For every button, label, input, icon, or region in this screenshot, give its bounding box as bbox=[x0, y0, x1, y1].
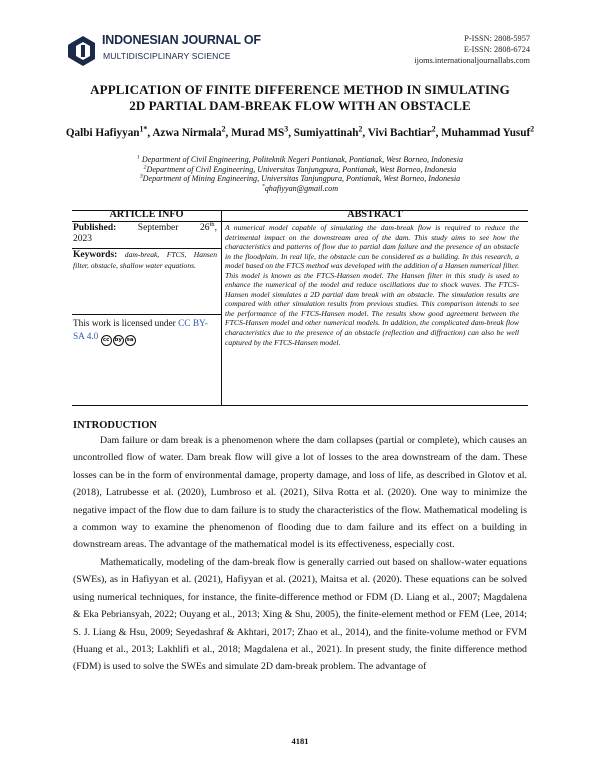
author-superscript: 2 bbox=[221, 124, 226, 134]
e-issn: E-ISSN: 2808-6724 bbox=[463, 45, 530, 54]
affiliation-text: Department of Civil Engineering, Politeknik Negeri Pontianak, Pontianak, West Borneo, Indonesia bbox=[141, 155, 463, 164]
keywords-label: Keywords: bbox=[73, 250, 118, 260]
affiliation-item bbox=[60, 155, 540, 165]
keywords-block bbox=[73, 250, 217, 270]
author-name: Sumiyattinah bbox=[293, 127, 359, 139]
email-superscript: * bbox=[261, 183, 265, 190]
article-title-line-2: 2D PARTIAL DAM-BREAK FLOW WITH AN OBSTACLE bbox=[129, 98, 471, 113]
cc-icon: cc bbox=[101, 335, 112, 346]
published-month: September bbox=[137, 223, 179, 233]
affiliation-item bbox=[60, 165, 540, 175]
affiliation-text: Department of Civil Engineering, Universitas Tanjungpura, Pontianak, West Borneo, Indonesia bbox=[146, 164, 457, 174]
author-name: Murad MS bbox=[231, 127, 285, 139]
info-divider bbox=[72, 314, 221, 315]
table-header-rule bbox=[72, 221, 528, 222]
author-name: Qalbi Hafiyyan bbox=[65, 127, 140, 139]
author-name: Muhammad Yusuf bbox=[441, 127, 531, 139]
sa-icon: sa bbox=[125, 335, 136, 346]
table-column-divider bbox=[221, 210, 222, 406]
article-title-line-1: APPLICATION OF FINITE DIFFERENCE METHOD IN SIMULATING bbox=[90, 82, 510, 97]
journal-logo-icon bbox=[68, 33, 98, 67]
author-superscript: 2 bbox=[530, 124, 535, 134]
email-text: qhafiyyan@gmail.com bbox=[264, 183, 339, 193]
author-superscript: 3 bbox=[284, 124, 289, 134]
author-superscript: 2 bbox=[358, 124, 363, 134]
introduction-paragraph-2: Mathematically, modeling of the dam-break flow is generally carried out based on shallow-water equations (SWEs), as in Hafiyyan et al. (2021), Hafiyyan et al. (2021), Maitsa et al. (2020). These equations can be solved using numerical techniques, for instance, the finite-difference method or FDM (D. Liang et al., 2007; Magdalena & Eka Pebriansyah, 2022; Ouyang et al., 2013; Xing & Shu, 2005), the finite-element method or FEM (Lee, 2014; S. J. Liang & Hsu, 2009; Seyedashraf & Akhtari, 2017; Zhao et al., 2014), and the finite-volume method or FVM (Huang et al., 2013; Lakhlifi et al., 2018; Magdalena et al., 2021). In present study, the finite difference method (FDM) is used to solve the SWEs and simulate 2D dam-break problem. The advantage of bbox=[73, 557, 527, 673]
published-year: 2023 bbox=[73, 234, 92, 244]
author-superscript: 1* bbox=[139, 124, 148, 134]
license-link[interactable]: CC BY-SA 4.0 bbox=[73, 319, 208, 342]
cc-by-sa-badge bbox=[101, 335, 136, 346]
keywords-list: dam-break, FTCS, Hansen filter, obstacle, shallow water equations. bbox=[73, 250, 217, 270]
article-title bbox=[60, 82, 540, 114]
abstract-heading: ABSTRACT bbox=[347, 209, 403, 220]
affiliation-superscript: 3 bbox=[139, 173, 143, 180]
affiliation-superscript: 2 bbox=[143, 163, 147, 170]
author-list: Qalbi Hafiyyan$^{1*}$, Azwa Nirmala$^2$, Murad $MS^3$, Sumiyattinah$^2$, Vivi Bachtiar$^2$, Muhammad Yusuf$^2$ bbox=[65, 124, 535, 139]
author-name: Vivi Bachtiar bbox=[367, 127, 432, 139]
by-icon: by bbox=[113, 335, 124, 346]
p-issn: P-ISSN: 2808-5957 bbox=[464, 34, 530, 43]
table-bottom-rule bbox=[72, 405, 528, 406]
license-block bbox=[73, 318, 217, 346]
published-day: 26 bbox=[199, 223, 210, 233]
published-label: Published: bbox=[73, 223, 117, 233]
info-divider bbox=[72, 248, 221, 249]
affiliation-list bbox=[60, 155, 540, 193]
abstract-text: A numerical model capable of simulating the dam-break flow is required to reduce the detrimental impact on the downstream area of the dam. This study aims to see how the characteristics and patterns of flow due to partial dam failure and the presence of an obstacle in the floodplain. In real life, the obstacle can be considered as a building. In this research, a model based on the FTCS method was developed with the addition of a Hansen numerical filter. This model is known as the FTCS-Hansen model. The Hansen filter in this study is used to enhance the numerical of the model and reduce oscillations due to shock waves. The FTCS-Hansen model simulates a 2D partial dam break with an obstacle. The simulation results are compared with other simulation results from previous studies. This comparison intends to see the performance of the FTCS-Hansen model. The results show good agreement between the FTCS-Hansen model and other numerical models. In addition, the complicated dam-break flow characteristics due to the presence of an obstacle (reflection and diffraction) can also be well captured by the FTCS-Hansen model. bbox=[225, 223, 519, 347]
published-day-suffix: th bbox=[209, 220, 215, 228]
published-info: Published: September 26th, 2023 bbox=[73, 220, 217, 244]
affiliation-text: Department of Mining Engineering, Universitas Tanjungpura, Pontianak, West Borneo, Indonesia bbox=[142, 174, 461, 184]
affiliation-item bbox=[60, 174, 540, 184]
article-info-heading: ARTICLE INFO bbox=[109, 209, 184, 220]
journal-website[interactable]: ijoms.internationaljournallabs.com bbox=[414, 56, 530, 65]
introduction-heading: INTRODUCTION bbox=[73, 420, 158, 431]
journal-subtitle: MULTIDISCIPLINARY SCIENCE bbox=[103, 51, 231, 61]
introduction-paragraph-1: Dam failure or dam break is a phenomenon where the dam collapses (partial or complete), which causes an uncontrolled flow of water. Dam break flow will give a lot of losses to the area downstream of the dam. These losses can be in the form of environmental damage, property damage, and loss of life, as described in Glotov et al. (2018), Latrubesse et al. (2020), Lumbroso et al. (2021), Silva Rotta et al. (2020). One way to minimize the negative impact of the flow due to dam failure is to study the characteristics of the flow. Mathematical modeling is a common way to examine the phenomenon of flooding due to dam failure and its effect on a building in downstream areas. The advantage of the mathematical model is its effectiveness, especially cost. bbox=[73, 435, 527, 551]
author-name: Azwa Nirmala bbox=[152, 127, 222, 139]
author-superscript: 2 bbox=[431, 124, 436, 134]
corresponding-email[interactable] bbox=[60, 184, 540, 194]
license-text: This work is licensed under bbox=[73, 319, 176, 329]
journal-name: INDONESIAN JOURNAL OF bbox=[102, 33, 261, 47]
page-number: 4181 bbox=[291, 736, 309, 746]
affiliation-superscript: 1 bbox=[136, 154, 140, 161]
